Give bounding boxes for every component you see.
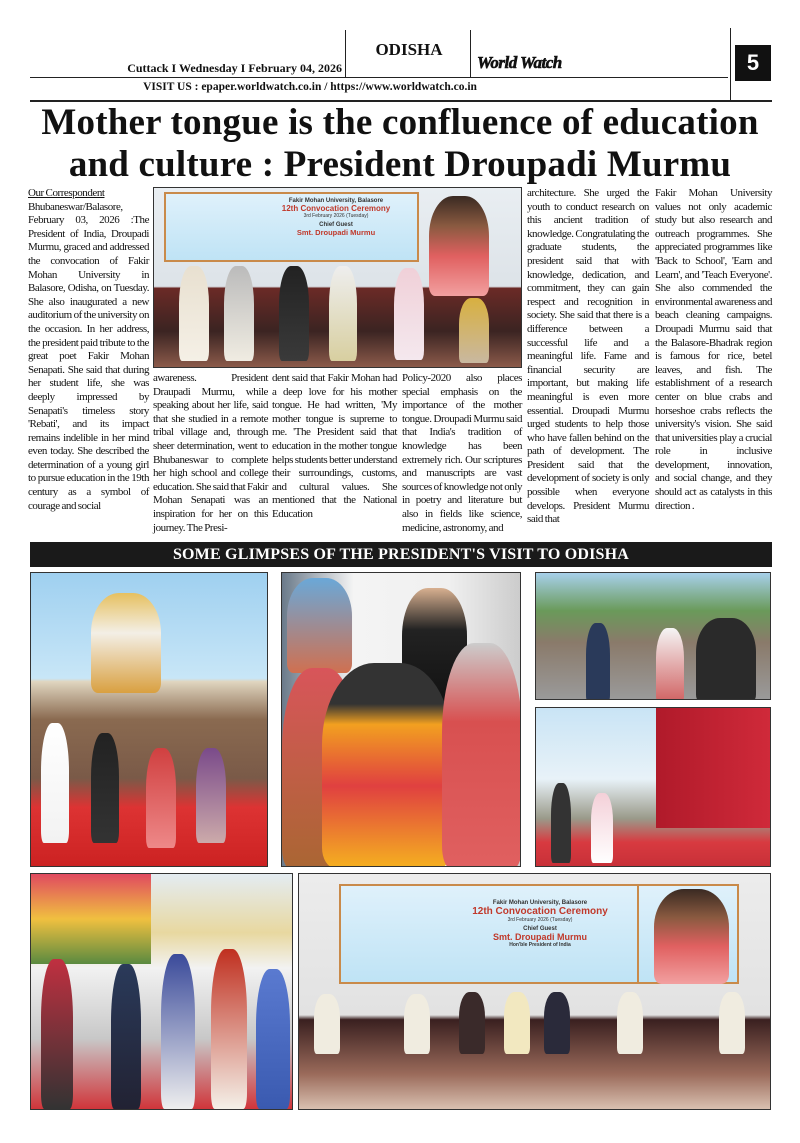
headline-line: Mother tongue is the confluence of education [41, 102, 759, 143]
portrait [654, 889, 729, 984]
headline [22, 102, 778, 186]
person [404, 994, 430, 1054]
divider [730, 28, 731, 100]
article-column-4 [402, 372, 522, 535]
flower-decoration [31, 874, 151, 964]
person [161, 954, 195, 1109]
person [279, 266, 309, 361]
divider [345, 30, 346, 77]
portrait [429, 196, 489, 296]
column-text: Fakir Mohan University values not only academic study but also research and outreach programmes. She appreciated programmes like 'Back to School', 'Earn and Learn', and 'Teach Everyone'. She also commended the environmental awareness and beach cleaning campaigns. Droupadi Murmu said that the Balasore-Bhadrak region is famous for rice, betel leaves, and fish. The establishment of a research center on blue crabs and horseshoe crabs reflects the university's vision. She said that universities play a crucial role in inclusive development, innovation, and social change, and they should act as catalysts in this direction . [655, 187, 772, 512]
person [459, 992, 485, 1054]
person [91, 733, 119, 843]
banner-guest-label: Chief Guest [319, 222, 353, 228]
photo-convocation-stage [298, 873, 771, 1110]
photo-temple-visit [30, 572, 268, 867]
photographer [696, 618, 756, 700]
person [442, 643, 521, 867]
banner-guest-title: Hon'ble President of India [509, 942, 571, 948]
banner-guest-name: Smt. Droupadi Murmu [493, 932, 587, 942]
banner-date: 3rd February 2026 (Tuesday) [303, 213, 369, 219]
convocation-banner [339, 884, 639, 984]
dateline: Cuttack I Wednesday I February 04, 2026 [127, 61, 342, 75]
person [656, 628, 684, 700]
banner-date: 3rd February 2026 (Tuesday) [507, 917, 573, 923]
person [196, 748, 226, 843]
person [504, 992, 530, 1054]
convocation-banner [164, 192, 419, 262]
article-column-5 [527, 187, 649, 527]
photo-auditorium-inauguration [535, 707, 771, 867]
person [394, 268, 424, 360]
header-rule [30, 77, 728, 78]
column-text: awareness. President Draupadi Murmu, while speaking about her life, said that she studied in a remote tribal village and, through sheer determination, went to Bhubaneswar to complete her high school and college education. She said that Fakir Mohan Senapati was an inspiration for her on this journey. The Presi- [153, 372, 268, 534]
article-column-6 [655, 187, 772, 513]
visit-line: VISIT US : epaper.worldwatch.co.in / https://www.worldwatch.co.in [143, 81, 477, 93]
page-number: 5 [735, 45, 771, 81]
person [179, 266, 209, 361]
person [459, 298, 489, 363]
person [111, 964, 141, 1109]
article-column-2 [153, 372, 268, 535]
lead-photo-convocation [153, 187, 522, 368]
banner-university: Fakir Mohan University, Balasore [492, 900, 588, 906]
column-text: dent said that Fakir Mohan had a deep love for his mother tongue. He had written, 'My mother tongue is supreme to me. 'The President said that education in the mother tongue helps students better understand their surroundings, customs, and cultural values. She mentioned that the National Education [272, 372, 397, 520]
painting [287, 578, 352, 673]
person [617, 992, 643, 1054]
article-column-1 [28, 187, 149, 513]
byline: Our Correspondent [28, 187, 105, 199]
person [314, 994, 340, 1054]
photo-group-temple [30, 873, 293, 1110]
headline-line: and culture : President Droupadi Murmu [68, 144, 732, 185]
banner-university: Fakir Mohan University, Balasore [288, 198, 384, 204]
person [544, 992, 570, 1054]
column-text: architecture. She urged the youth to conduct research on this ancient tradition of knowledge. Congratulating the graduate students, the president said that with knowledge, dedication, and commitment, they can gain respect and recognition in society. She said that there is a difference between a successful life and a meaningful life. Fame and financial security are important, but making life meaningful is even more essential. Droupadi Murmu urged students to help those who have fallen behind on the path of development. The President said that the development of society is only possible when everyone develops. President Murmu said that [527, 187, 649, 526]
gallery-title: SOME GLIMPSES OF THE PRESIDENT'S VISIT TO ODISHA [30, 542, 772, 567]
person [329, 266, 357, 361]
person [591, 793, 613, 863]
world-watch-logo [475, 42, 565, 76]
banner-guest-label: Chief Guest [523, 926, 557, 932]
article-column-3 [272, 372, 397, 522]
column-text: Bhubaneswar/Balasore, February 03, 2026 :The President of India, Droupadi Murmu, graced and addressed the convocation of Fakir Mohan University in Balasore, Odisha, on Tuesday. She also inaugurated a new auditorium of the university on the occasion. In her address, the president paid tribute to the great poet Fakir Mohan Senapati. She said that during her student life, she was deeply impressed by Senapati's timeless story 'Rebati', and its impact remains indelible in her mind even today. She described the determination of a young girl to pursue education in the 19th century as a symbol of courage and social [28, 200, 149, 512]
person [41, 723, 69, 843]
person [224, 266, 254, 361]
person [256, 969, 290, 1109]
section-name: ODISHA [375, 40, 443, 59]
person [211, 949, 247, 1109]
banner-guest-name: Smt. Droupadi Murmu [296, 228, 376, 237]
svg-text:World Watch: World Watch [477, 53, 562, 72]
divider [470, 30, 471, 77]
person [719, 992, 745, 1054]
photo-crowd-greeting [535, 572, 771, 700]
garlanded-statue [322, 663, 452, 867]
person [551, 783, 571, 863]
person [146, 748, 176, 848]
person [41, 959, 73, 1109]
column-text: Policy-2020 also places special emphasis on the importance of the mother tongue. Droupadi Murmu said that India's tradition of knowledge has been extremely rich. Our scriptures and manuscripts are vast sources of knowledge not only in poetry and literature but also in fields like science, medicine, astronomy, and [402, 372, 522, 534]
red-curtain [656, 708, 771, 828]
photo-statue-tribute [281, 572, 521, 867]
banner-event: 12th Convocation Ceremony [281, 204, 391, 213]
temple-spire [91, 593, 161, 693]
person [586, 623, 610, 700]
banner-event: 12th Convocation Ceremony [472, 906, 608, 917]
